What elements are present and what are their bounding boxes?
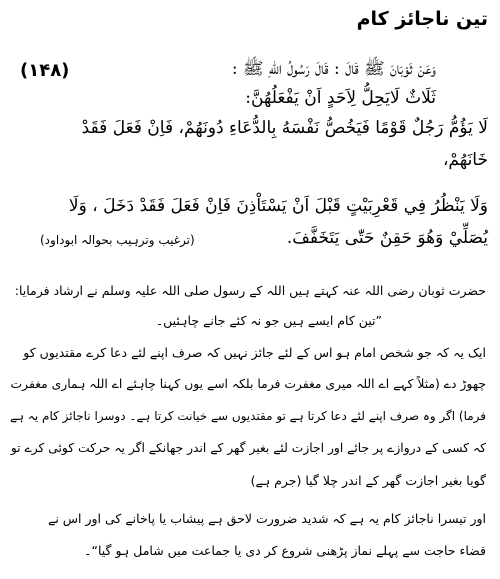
urdu-line: ”تین کام ایسے ہیں جو نہ کئے جانے چاہئیں۔: [155, 313, 382, 328]
urdu-line: گویا بغیر اجازت گھر کے اندر چلا گیا (جرم ہے): [250, 473, 486, 488]
hadith-number: (۱۴۸): [20, 60, 70, 81]
arabic-line: يُصَلِّيْ وَهُوَ حَقِنٌ حَتّٰى يَتَخَفَّفَ.: [286, 228, 488, 248]
section-title: تین ناجائز کام: [356, 8, 488, 30]
urdu-line: اور تیسرا ناجائز کام یہ ہے کہ شدید ضرورت لاحق ہے پیشاب یا پاخانے کی اور اس نے: [48, 511, 486, 526]
urdu-line: چھوڑ دے (مثلاً کہے اے اللہ میری مغفرت فرما بلکہ اسے یوں کہنا چاہئے اے اللہ ہماری مغفرت: [10, 377, 486, 391]
urdu-line: کہ کسی کے دروازے پر جائے اور اجازت لئے بغیر گھر کے اندر جھانکے اگر یہ حرکت کوئی کرے تو: [10, 441, 486, 455]
urdu-line: ایک یہ کہ جو شخص امام ہو اس کے لئے جائز نہیں کہ صرف اپنے لئے دعا کرے مقتدیوں کو: [23, 345, 486, 360]
urdu-line: حضرت ثوبان رضی اللہ عنہ کہتے ہیں اللہ کے رسول صلی اللہ علیہ وسلم نے ارشاد فرمایا:: [14, 283, 486, 298]
arabic-line: وَعَنْ ثَوْبَانَ ﷺ قَالَ : قَالَ رَسُولُ اللّٰهِ ﷺ :: [231, 59, 436, 79]
arabic-line: وَلَا يَنْظُرُ فِي قَعْرِبَيْتٍ قَبْلَ اَنْ يَسْتَاْذِنَ فَاِنْ فَعَلَ فَقَدْ دَخَلَ ، وَلَا: [68, 196, 488, 216]
urdu-line: قضاء حاجت سے پہلے نماز پڑھنی شروع کر دی یا جماعت میں شامل ہو گیا“۔: [84, 543, 486, 558]
urdu-line: فرما) اگر وہ صرف اپنے لئے دعا کرتا ہے تو مقتدیوں سے خیانت کرتا ہے۔ دوسرا ناجائز کام یہ ہے: [10, 409, 486, 423]
arabic-line: لَا يَؤُمُّ رَجُلٌ قَوْمًا فَيَخُصُّ نَفْسَهُ بِالدُّعَاءِ دُونَهُمْ، فَاِنْ فَعَلَ فَقَدْ: [81, 118, 488, 138]
source-reference: (ترغیب وترہیب بحوالہ ابوداود): [40, 233, 195, 247]
arabic-line: ثَلَاثٌ لَايَحِلُّ لِاَحَدٍ اَنْ يَفْعَلُهُنَّ:: [245, 88, 436, 108]
arabic-line: خَانَهُمْ،: [442, 150, 488, 170]
